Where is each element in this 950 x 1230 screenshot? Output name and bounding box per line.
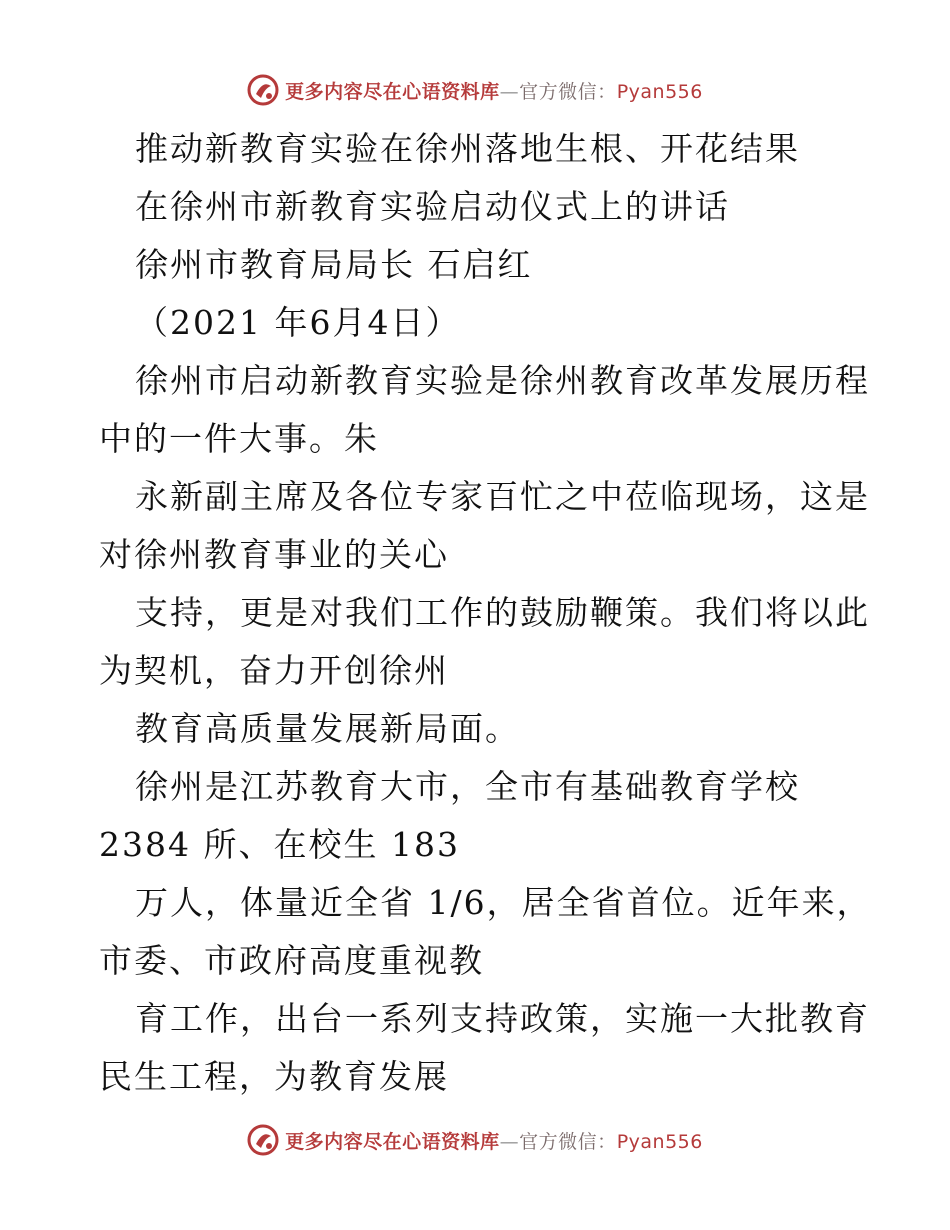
paragraph-line: 育工作，出台一系列支持政策，实施一大批教育 — [135, 999, 870, 1038]
brand-logo-icon — [247, 74, 279, 106]
watermark-separator: — — [499, 80, 520, 103]
paragraph-line: 教育高质量发展新局面。 — [135, 709, 520, 748]
paragraph-line: 民生工程，为教育发展 — [99, 1057, 449, 1096]
paragraph-line: 2384 所、在校生 183 — [99, 825, 460, 864]
document-author: 徐州市教育局局长 石启红 — [135, 245, 533, 284]
brand-logo-icon — [247, 1124, 279, 1156]
watermark-text — [285, 1127, 703, 1154]
watermark-wechat-label: 官方微信： — [519, 80, 617, 103]
watermark-wechat-id: Pyan556 — [616, 80, 703, 103]
paragraph-line: 徐州是江苏教育大市，全市有基础教育学校 — [135, 767, 800, 806]
watermark-wechat-label: 官方微信： — [519, 1130, 617, 1153]
watermark-separator: — — [499, 1130, 520, 1153]
paragraph-line: 万人，体量近全省 1/6，居全省首位。近年来， — [135, 883, 872, 922]
paragraph-line: 永新副主席及各位专家百忙之中莅临现场，这是 — [135, 477, 870, 516]
paragraph-line: 对徐州教育事业的关心 — [99, 535, 449, 574]
paragraph-line: 徐州市启动新教育实验是徐州教育改革发展历程 — [135, 361, 870, 400]
watermark-text — [285, 77, 703, 104]
paragraph-line: 中的一件大事。朱 — [99, 419, 379, 458]
document-subtitle: 在徐州市新教育实验启动仪式上的讲话 — [135, 187, 730, 226]
header-watermark — [0, 70, 950, 110]
footer-watermark — [0, 1120, 950, 1160]
watermark-wechat-id: Pyan556 — [616, 1130, 703, 1153]
document-title: 推动新教育实验在徐州落地生根、开花结果 — [135, 129, 800, 168]
watermark-brand: 更多内容尽在心语资料库 — [285, 80, 500, 103]
watermark-brand: 更多内容尽在心语资料库 — [285, 1130, 500, 1153]
paragraph-line: 市委、市政府高度重视教 — [99, 941, 484, 980]
document-body — [99, 120, 879, 1106]
document-date: （2021 年6月4日） — [135, 303, 461, 342]
paragraph-line: 支持，更是对我们工作的鼓励鞭策。我们将以此 — [135, 593, 870, 632]
paragraph-line: 为契机，奋力开创徐州 — [99, 651, 449, 690]
